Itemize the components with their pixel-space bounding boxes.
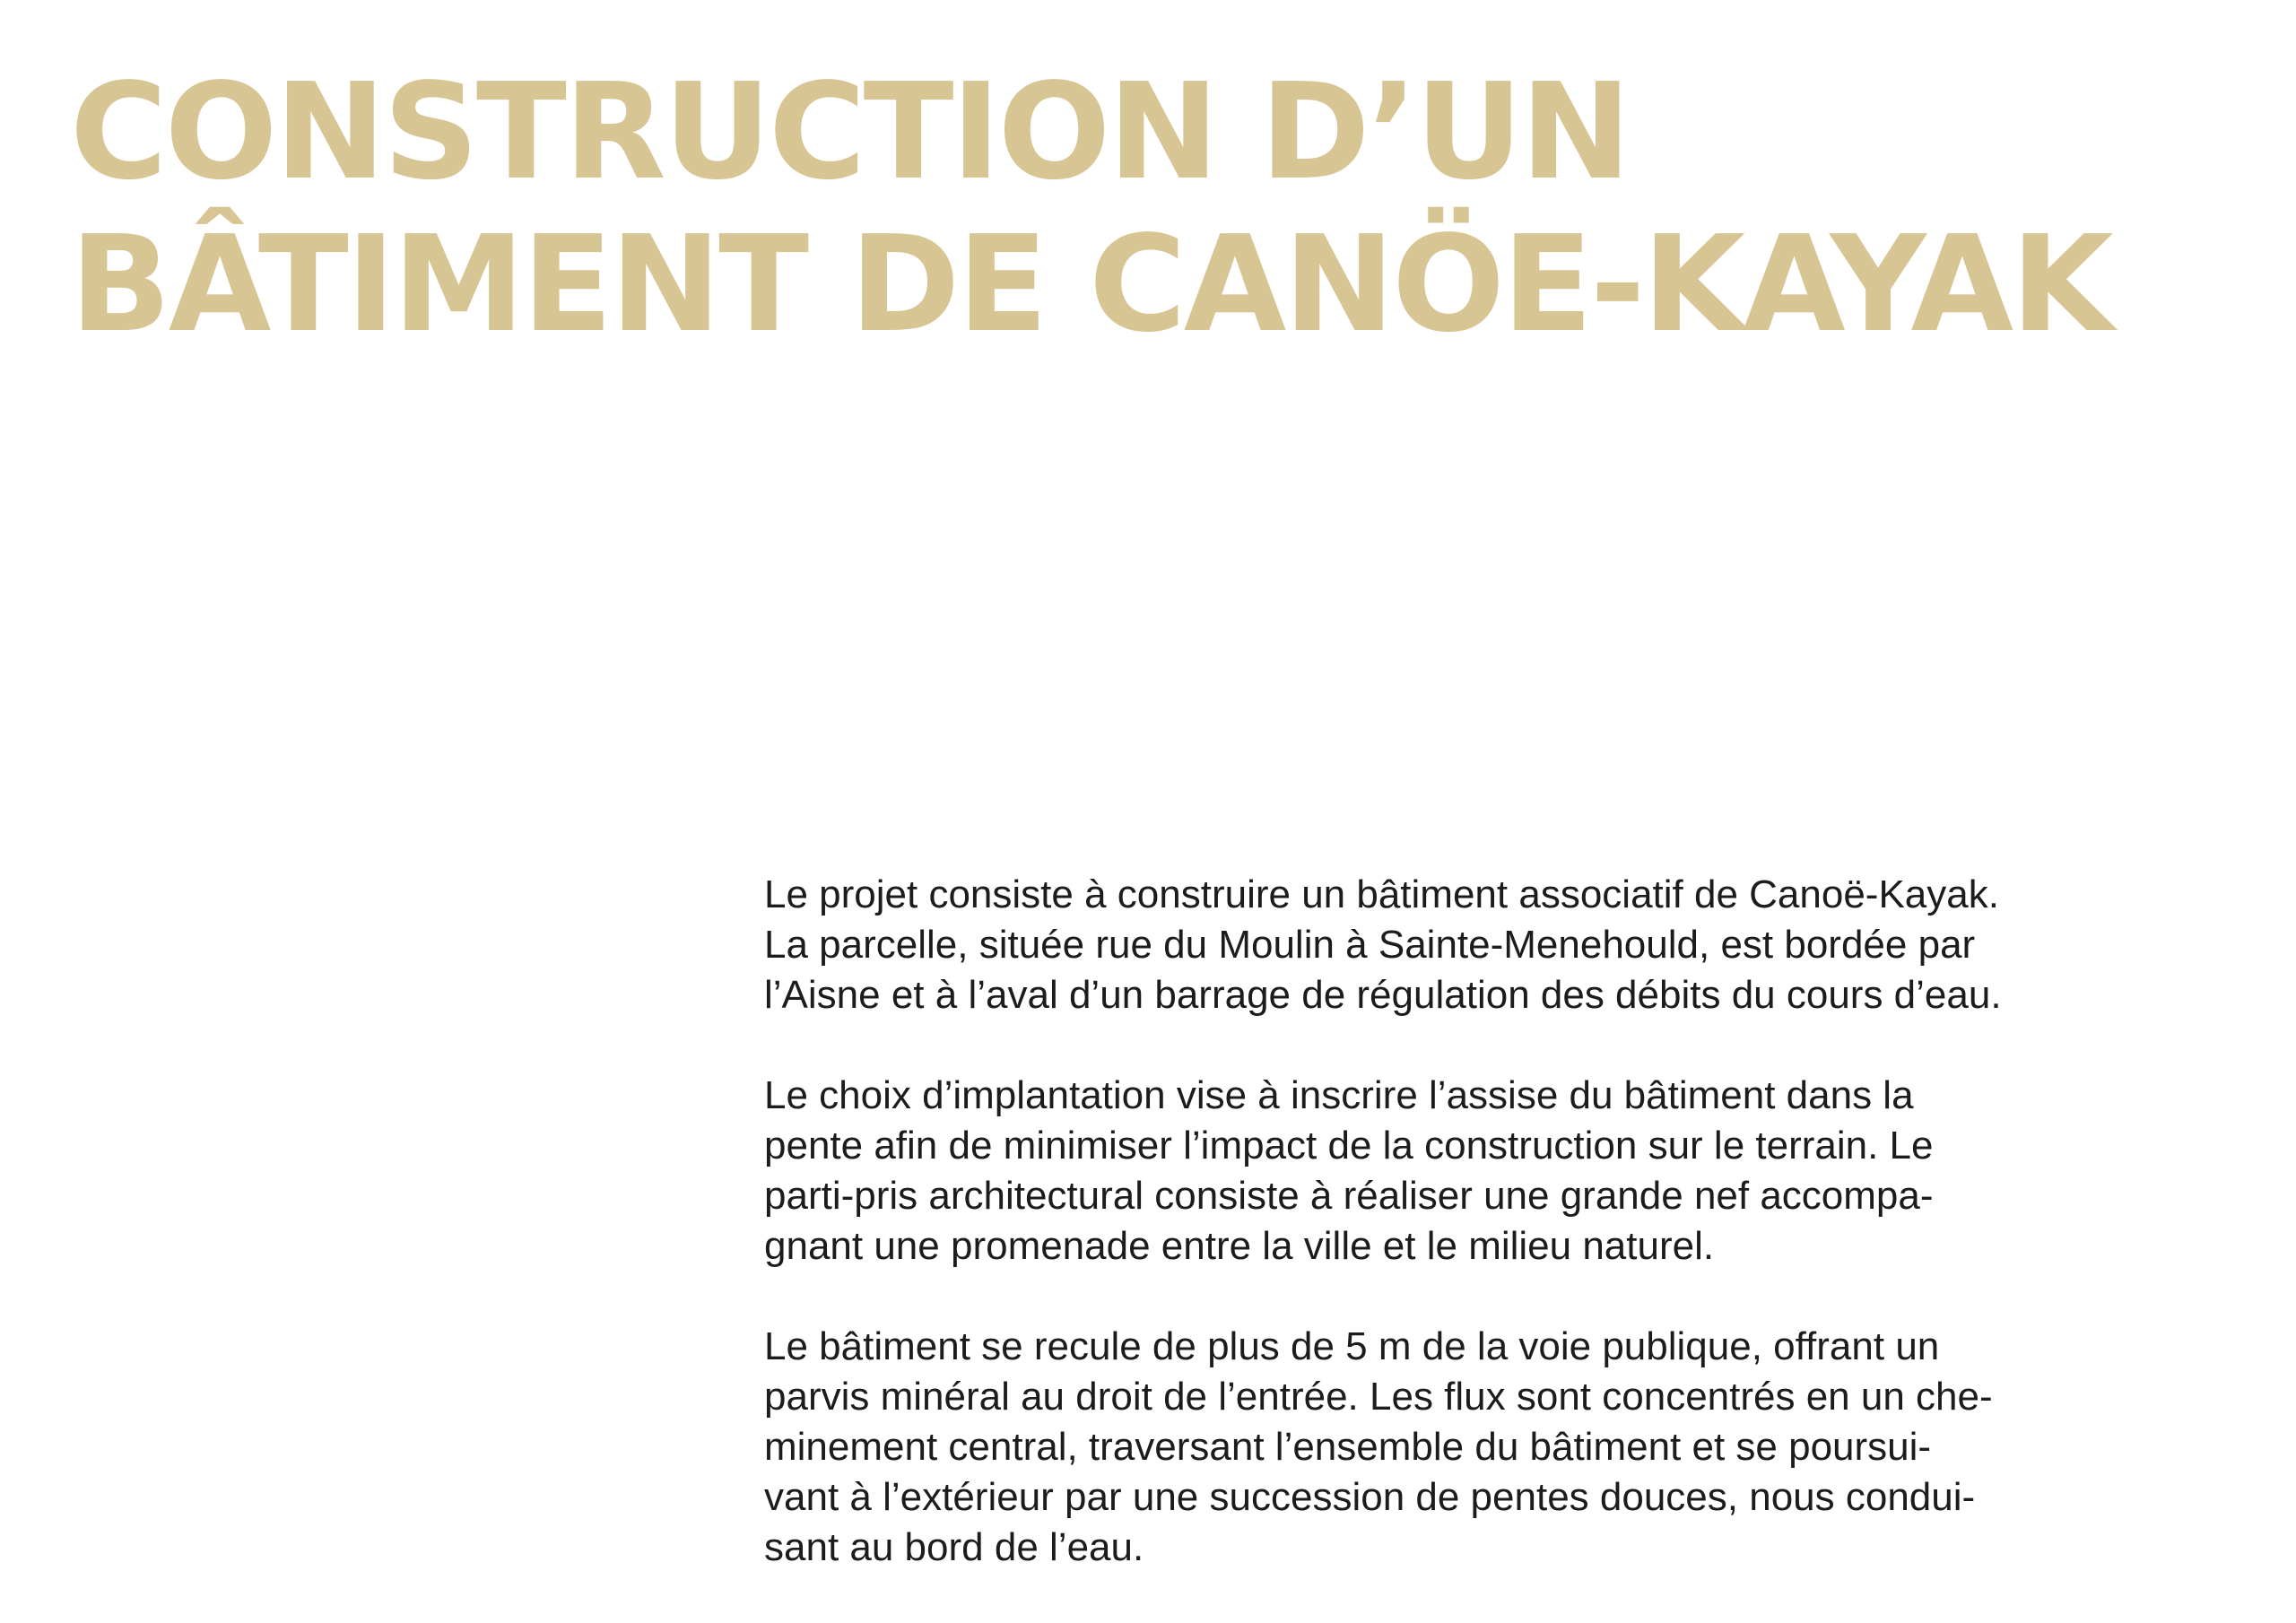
title-line-1: CONSTRUCTION D’UN: [70, 55, 1629, 209]
paragraph-line: sant au bord de l’eau.: [764, 1525, 1144, 1569]
paragraph-line: pente afin de minimiser l’impact de la construction sur le terrain. Le: [764, 1124, 1934, 1167]
paragraph-circulation: [764, 1322, 2235, 1573]
page-title: [70, 56, 2111, 360]
paragraph-line: Le choix d’implantation vise à inscrire l’assise du bâtiment dans la: [764, 1073, 1914, 1117]
paragraph-line: l’Aisne et à l’aval d’un barrage de régulation des débits du cours d’eau.: [764, 973, 2002, 1017]
paragraph-line: La parcelle, située rue du Moulin à Sainte-Menehould, est bordée par: [764, 923, 1976, 967]
paragraph-implantation: [764, 1071, 2235, 1271]
paragraph-line: parti-pris architectural consiste à réaliser une grande nef accompa-: [764, 1174, 1934, 1218]
paragraph-line: vant à l’extérieur par une succession de pentes douces, nous condui-: [764, 1475, 1976, 1519]
paragraph-line: Le projet consiste à construire un bâtiment associatif de Canoë-Kayak.: [764, 872, 1999, 916]
body-text: [764, 870, 2235, 1573]
paragraph-line: gnant une promenade entre la ville et le milieu naturel.: [764, 1224, 1715, 1268]
paragraph-project: [764, 870, 2235, 1020]
paragraph-line: Le bâtiment se recule de plus de 5 m de la voie publique, offrant un: [764, 1324, 1940, 1368]
paragraph-line: minement central, traversant l’ensemble du bâtiment et se poursui-: [764, 1425, 1932, 1469]
paragraph-line: parvis minéral au droit de l’entrée. Les flux sont concentrés en un che-: [764, 1375, 1993, 1419]
title-line-2: BÂTIMENT DE CANÖE-KAYAK: [70, 207, 2111, 361]
